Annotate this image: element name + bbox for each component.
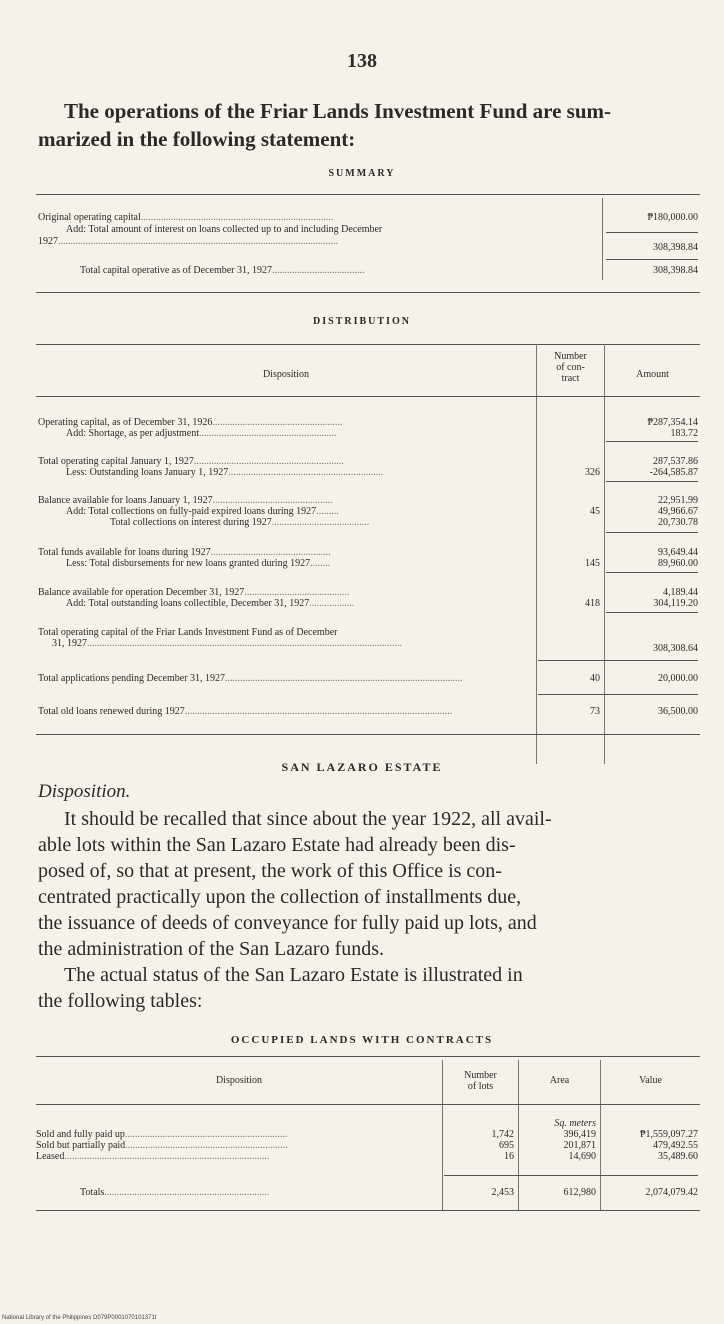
occupied-row-area: 201,871 [563,1140,596,1151]
occupied-row-lots: 16 [504,1151,514,1162]
page-number: 138 [347,50,377,72]
text-line: the issuance of deeds of conveyance for fully paid up lots, and [38,912,537,934]
scan-footer: National Library of the Philippines D079P0001070101371t [2,1315,157,1321]
distribution-heading: DISTRIBUTION [313,316,411,327]
table-rule [606,532,698,533]
table-rule [538,660,698,661]
distribution-amount: 4,189.44 [663,587,698,598]
table-rule [538,694,698,695]
distribution-line: Add: Shortage, as per adjustment....................................................... [66,428,337,439]
subheading: Disposition. [38,781,131,802]
summary-row-label: Original operating capital............................................................................. [38,212,334,223]
table-rule [444,1175,698,1176]
table-rule [36,734,700,735]
body-paragraph [38,806,698,962]
table-rule [606,259,698,260]
occupied-row-area: 396,419 [563,1129,596,1140]
occupied-row-value: 479,492.55 [653,1140,698,1151]
text-line: able lots within the San Lazaro Estate had already been dis- [38,834,516,856]
occupied-total-label: Totals.................................................................. [80,1187,270,1198]
occupied-row-label: Sold but partially paid................................................................. [36,1140,288,1151]
distribution-amount: -264,585.87 [649,467,698,478]
summary-row-label: Add: Total amount of interest on loans collected up to and including December [66,224,383,235]
distribution-amount: 308,308.64 [653,643,698,654]
occupied-row-area: 14,690 [568,1151,596,1162]
table-rule [606,612,698,613]
distribution-amount: 93,649.44 [658,547,698,558]
column-header: Amount [636,369,669,380]
distribution-line: Total operating capital January 1, 1927............................................................ [38,456,344,467]
occupied-total-area: 612,980 [563,1187,596,1198]
text-line: The actual status of the San Lazaro Estate is illustrated in [64,964,523,986]
intro-line: marized in the following statement: [38,127,356,151]
occupied-row-label: Sold and fully paid up................................................................. [36,1129,288,1140]
table-rule [36,344,700,345]
distribution-line: Operating capital, as of December 31, 1926.................................................... [38,417,343,428]
distribution-line: Total old loans renewed during 1927........................................................................................................... [38,706,453,717]
distribution-contracts: 326 [585,467,600,478]
distribution-line: Total applications pending December 31, 1927............................................................................................... [38,673,463,684]
text-line: It should be recalled that since about the year 1922, all avail- [64,808,552,830]
text-line: the administration of the San Lazaro funds. [38,938,385,960]
distribution-amount: 49,966.67 [658,506,698,517]
summary-row-label: 1927................................................................................................................ [38,236,338,247]
summary-row-amount: 308,398.84 [653,242,698,253]
table-rule [606,232,698,233]
distribution-amount: 36,500.00 [658,706,698,717]
distribution-amount: 20,730.78 [658,517,698,528]
column-header: Number of con- tract [554,351,587,384]
summary-row-amount: ₱180,000.00 [647,212,698,223]
distribution-amount: 183.72 [670,428,698,439]
distribution-contracts: 45 [590,506,600,517]
table-rule [36,292,700,293]
distribution-line: Balance available for operation December 31, 1927.......................................... [38,587,350,598]
distribution-line: Add: Total collections on fully-paid expired loans during 1927......... [66,506,339,517]
table-rule [36,1056,700,1057]
summary-heading: SUMMARY [328,168,396,179]
distribution-amount: 22,951.99 [658,495,698,506]
intro-paragraph [38,97,710,153]
section-heading: SAN LAZARO ESTATE [281,760,443,774]
occupied-total-lots: 2,453 [491,1187,514,1198]
distribution-line: Total funds available for loans during 1927................................................ [38,547,331,558]
distribution-amount: 20,000.00 [658,673,698,684]
table-rule [604,344,605,764]
distribution-amount: 89,960.00 [658,558,698,569]
occupied-row-lots: 1,742 [491,1129,514,1140]
distribution-amount: 304,119.20 [653,598,698,609]
column-header: Value [639,1075,662,1086]
distribution-contracts: 73 [590,706,600,717]
table-rule [536,344,537,764]
table-rule [606,481,698,482]
distribution-contracts: 418 [585,598,600,609]
body-paragraph [38,962,698,1014]
distribution-amount: 287,537.86 [653,456,698,467]
text-line: posed of, so that at present, the work of this Office is con- [38,860,502,882]
text-line: centrated practically upon the collection of installments due, [38,886,522,908]
area-unit: Sq. meters [554,1118,596,1129]
distribution-amount: ₱287,354.14 [647,417,698,428]
text-line: the following tables: [38,990,203,1012]
table-rule [36,1210,700,1211]
table-heading: OCCUPIED LANDS WITH CONTRACTS [230,1034,494,1046]
table-rule [36,396,700,397]
occupied-row-lots: 695 [499,1140,514,1151]
distribution-line: Total collections on interest during 1927....................................... [110,517,370,528]
column-header: Area [549,1075,570,1086]
distribution-line: Less: Total disbursements for new loans granted during 1927........ [66,558,331,569]
summary-row-label: Total capital operative as of December 31, 1927..................................... [80,265,365,276]
summary-row-amount: 308,398.84 [653,265,698,276]
occupied-row-label: Leased.................................................................................. [36,1151,270,1162]
distribution-line: Balance available for loans January 1, 1927................................................ [38,495,333,506]
column-header: Disposition [215,1075,263,1086]
column-header: Disposition [262,369,310,380]
occupied-row-value: 35,489.60 [658,1151,698,1162]
table-rule [602,198,603,280]
distribution-contracts: 145 [585,558,600,569]
distribution-line: Total operating capital of the Friar Lands Investment Fund as of December [38,627,338,638]
distribution-line: Less: Outstanding loans January 1, 1927.............................................................. [66,467,384,478]
distribution-contracts: 40 [590,673,600,684]
table-rule [606,441,698,442]
table-rule [606,572,698,573]
table-rule [36,1104,700,1105]
intro-line: The operations of the Friar Lands Investment Fund are sum- [64,99,611,123]
column-header: Number of lots [464,1070,497,1092]
distribution-line: Add: Total outstanding loans collectible, December 31, 1927.................. [66,598,355,609]
occupied-total-value: 2,074,079.42 [645,1187,698,1198]
distribution-line: 31, 1927.............................................................................................................................. [52,638,402,649]
table-rule [36,194,700,195]
occupied-row-value: ₱1,559,097.27 [639,1129,698,1140]
